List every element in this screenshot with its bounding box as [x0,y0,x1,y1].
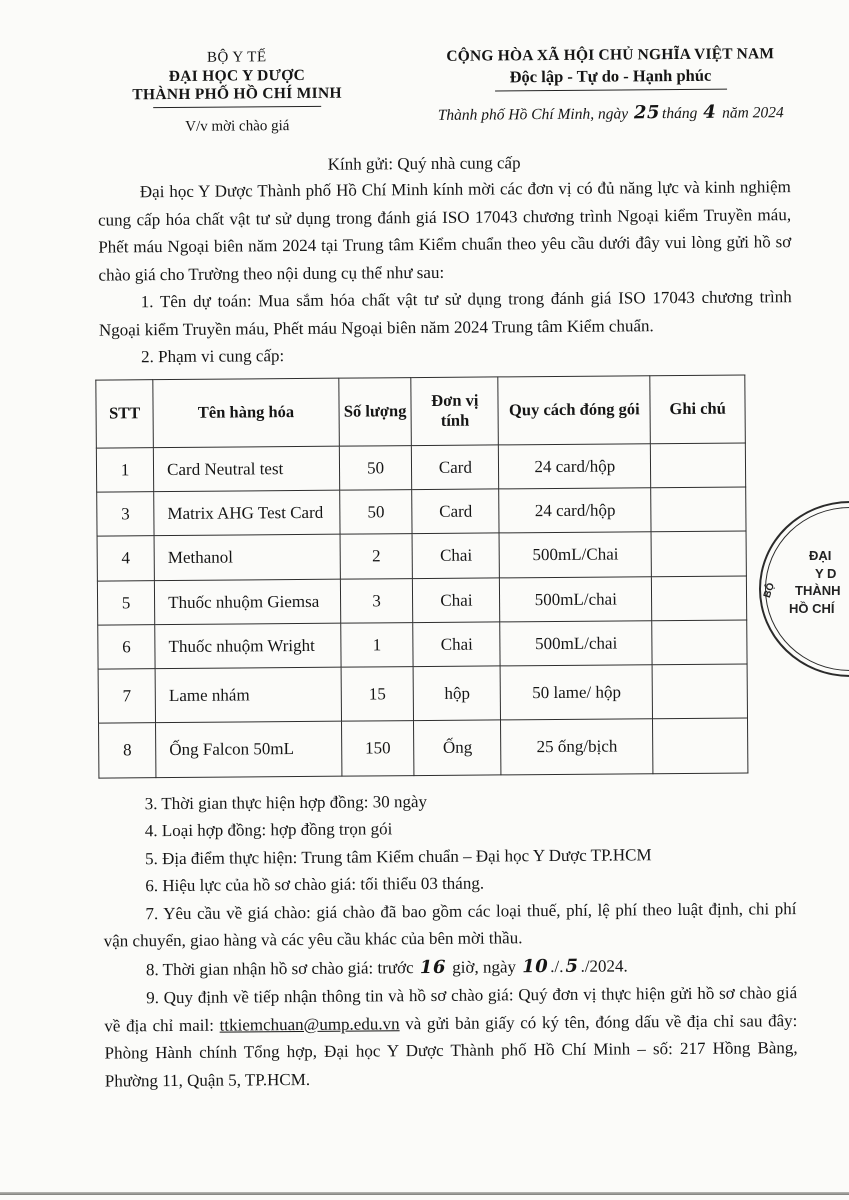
cell-qty: 3 [340,578,413,623]
cell-pack: 24 card/hộp [499,488,651,533]
cell-qty: 15 [341,667,414,722]
table-header-row [96,375,746,448]
item-9-pre: 9. Quy định về tiếp nhận thông tin và hồ sơ chào giá: Quý đơn vị thực hiện gửi hồ sơ chào giá về địa chỉ mail: [104,983,798,1036]
issuing-agency-block [53,48,422,137]
item-2-scope: 2. Phạm vi cung cấp: [141,346,285,367]
cell-pack: 500mL/chai [500,621,652,666]
cell-note [652,664,747,719]
cell-note [651,443,746,488]
motto-underline [495,89,727,92]
cell-unit: Chai [413,622,500,667]
motto: Độc lập - Tự do - Hạnh phúc [509,65,712,87]
scan-bottom-edge [0,1192,849,1195]
col-header-stt: STT [96,379,154,448]
document-content [53,45,802,1095]
supply-table [95,374,748,778]
item-4-contract-type: 4. Loại hợp đồng: hợp đồng trọn gói [144,819,393,841]
cell-name: Card Neutral test [153,446,339,492]
table-row [98,620,747,669]
date-prefix: Thành phố Hồ Chí Minh, ngày [437,105,629,124]
item-1-estimate-name: 1. Tên dự toán: Mua sắm hóa chất vật tư sử dụng trong đánh giá ISO 17043 chương trình Ngoại kiểm Truyền máu, Phết máu Ngoại biên năm 2024 Trung tâm Kiểm chuẩn. [98,287,792,340]
cell-pack: 500mL/chai [500,576,652,621]
cell-unit: Chai [413,578,500,623]
item-8-mid1: giờ, ngày [452,957,517,977]
col-header-unit: Đơn vị tính [411,377,498,446]
cell-qty: 50 [339,490,412,535]
item-3-duration: 3. Thời gian thực hiện hợp đồng: 30 ngày [144,791,428,813]
item-8-pre: 8. Thời gian nhận hồ sơ chào giá: trước [145,958,414,980]
col-header-name: Tên hàng hóa [153,378,339,448]
cell-unit: hộp [413,666,500,721]
cell-qty: 150 [341,721,414,776]
cell-unit: Ống [414,720,501,775]
republic-title: CỘNG HÒA XÃ HỘI CHỦ NGHĨA VIỆT NAM [446,45,775,65]
seal-text-line: Y D [815,565,837,581]
item-5-location: 5. Địa điểm thực hiện: Trung tâm Kiểm chuẩn – Đại học Y Dược TP.HCM [145,845,652,869]
seal-curved-text: BỘ [761,581,778,600]
cell-name: Lame nhám [155,667,341,723]
item-9-post: và gửi bản giấy có ký tên, đóng dấu về địa chỉ sau đây: Phòng Hành chính Tổng hợp, Đại học Y Dược Thành phố Hồ Chí Minh – số: 217 Hồng Bàng, Phường 11, Quận 5, TP.HCM. [104,1010,798,1091]
table-row [97,576,746,625]
cell-name: Methanol [154,535,340,581]
cell-name: Matrix AHG Test Card [154,490,340,536]
cell-qty: 50 [339,446,412,491]
cell-stt: 3 [97,492,154,537]
cell-stt: 8 [99,723,157,778]
cell-note [652,620,747,665]
university-name-line1: ĐẠI HỌC Y DƯỢC [168,66,306,86]
handwritten-day: 25 [633,102,661,124]
table-row [98,664,747,723]
cell-qty: 1 [340,623,413,668]
handwritten-deadline-day: 10 [522,955,549,978]
handwritten-month: 4 [703,101,717,123]
col-header-note: Ghi chú [650,375,745,444]
table-row [96,443,745,492]
item-8-mid2: ./. [550,956,564,976]
date-between: tháng [661,104,698,123]
item-8-post: ./2024. [580,956,628,976]
national-motto-block [427,45,795,125]
cell-name: Ống Falcon 50mL [156,722,342,778]
cell-name: Thuốc nhuộm Wright [155,623,341,669]
cell-pack: 24 card/hộp [499,444,651,489]
letter-subject: V/v mời chào giá [185,118,290,135]
cell-unit: Card [412,489,499,534]
cell-pack: 25 ống/bịch [501,719,653,774]
cell-pack: 500mL/Chai [499,532,651,577]
cell-stt: 6 [98,625,155,670]
handwritten-hour: 16 [419,956,447,978]
cell-note [651,531,746,576]
seal-text [789,547,841,617]
cell-note [652,576,747,621]
cell-note [653,718,748,773]
item-6-validity: 6. Hiệu lực của hồ sơ chào giá: tối thiểu 03 tháng. [145,873,485,896]
cell-stt: 4 [97,536,154,581]
agency-underline [153,106,321,108]
seal-text-line: ĐẠI [809,548,832,563]
cell-qty: 2 [340,534,413,579]
col-header-pack: Quy cách đóng gói [498,375,650,444]
letterhead [53,45,795,137]
intro-paragraph: Đại học Y Dược Thành phố Hồ Chí Minh kính mời các đơn vị có đủ năng lực và kinh nghiệm cung cấp hóa chất vật tư sử dụng trong đánh giá ISO 17043 chương trình Ngoại kiểm Truyền máu, Phết máu Ngoại biên năm 2024 tại Trung tâm Kiểm chuẩn theo yêu cầu dưới đây vui lòng gửi hồ sơ chào giá cho Trường theo nội dung cụ thể như sau: [97,177,792,285]
item-9-submission [104,979,798,1095]
col-header-qty: Số lượng [339,377,412,446]
cell-name: Thuốc nhuộm Giemsa [155,579,341,625]
university-name-line2: THÀNH PHỐ HỒ CHÍ MINH [132,84,342,104]
cell-note [651,487,746,532]
cell-pack: 50 lame/ hộp [500,665,652,720]
handwritten-deadline-month: 5 [565,955,579,977]
date-suffix: năm 2024 [722,104,784,122]
table-row [97,487,746,536]
cell-stt: 1 [96,448,153,493]
cell-stt: 5 [97,580,154,625]
table-row [97,531,746,580]
place-date-line [427,101,794,125]
cell-stt: 7 [98,669,156,724]
cell-unit: Card [412,445,499,490]
contact-email: ttkiemchuan@ump.edu.vn [219,1013,400,1035]
ministry-name: BỘ Y TẾ [206,49,267,66]
seal-text-line: HỒ CHÍ [789,600,835,616]
salutation: Kính gửi: Quý nhà cung cấp [327,153,521,174]
seal-text-line: THÀNH [795,583,841,599]
cell-unit: Chai [412,533,499,578]
table-row [99,718,748,777]
item-7-price-requirements: 7. Yêu cầu về giá chào: giá chào đã bao gồm các loại thuế, phí, lệ phí theo luật định, chi phí vận chuyển, giao hàng và các yêu cầu khác của bên mời thầu. [103,898,797,951]
